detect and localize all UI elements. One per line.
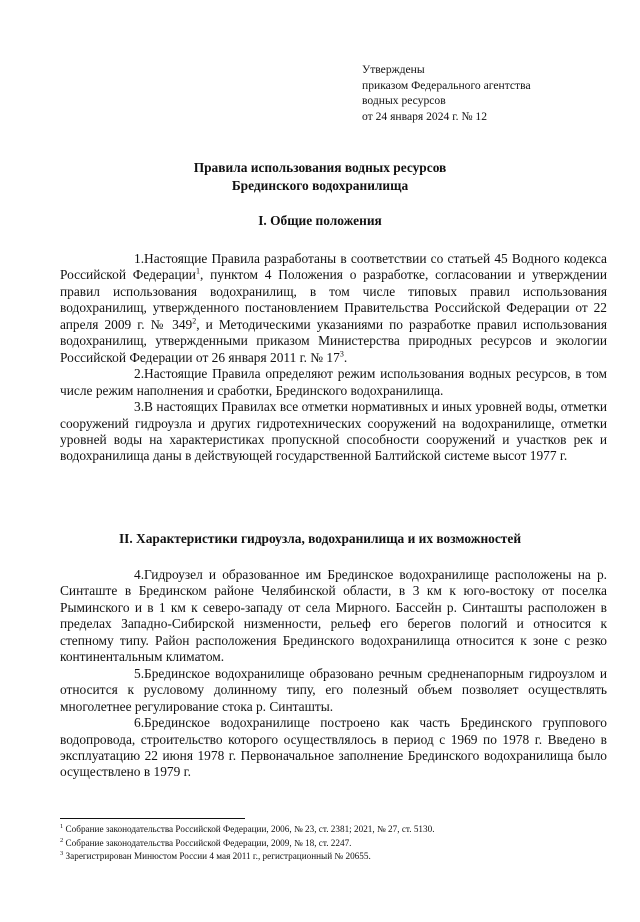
footnote-text: Зарегистрирован Минюстом России 4 мая 2011 г., регистрационный № 20655.: [63, 851, 371, 862]
section-2-body: [60, 567, 607, 781]
footnote-mark: 2: [60, 836, 64, 844]
paragraph-4: [60, 567, 607, 666]
paragraph-text: , пунктом 4 Положения о разработке, согласовании и утверждении правил использования водохранилищ, в том числе типовых правил использования водохранилищ, утвержденного постановлением Правительства Российской Федерации от 22 апреля 2009 г. № 349: [60, 267, 607, 332]
footnote-text: Собрание законодательства Российской Федерации, 2006, № 23, ст. 2381; 2021, № 27, ст. 5130.: [63, 824, 435, 834]
footnote-mark: 1: [60, 822, 64, 830]
paragraph-number: 3.: [134, 399, 145, 415]
paragraph-text: Настоящие Правила определяют режим использования водных ресурсов, в том числе режим наполнения и сработки, Брединского водохранилища.: [60, 366, 607, 398]
document-title-line: Брединского водохранилища: [231, 178, 409, 193]
paragraph-2: [60, 366, 607, 399]
footnote-text: Собрание законодательства Российской Федерации, 2009, № 18, ст. 2247.: [63, 837, 352, 848]
paragraph-number: 6.: [134, 715, 145, 731]
section-2-heading: II. Характеристики гидроузла, водохранилища и их возможностей: [118, 531, 522, 546]
approval-line: Утверждены: [362, 63, 425, 76]
paragraph-number: 5.: [134, 665, 145, 681]
section-1-body: [60, 251, 607, 465]
approval-line: от 24 января 2024 г. № 12: [362, 109, 488, 123]
footnote-ref[interactable]: 3: [339, 349, 344, 359]
paragraph-text: Брединское водохранилище построено как часть Брединского группового водопровода, строительство которого осуществлялось в период с 1969 по 1978 г. Введено в эксплуатацию 22 июня 1978 г. Первоначальное заполнение Брединского водохранилища было осуществлено в 1979 г.: [60, 715, 607, 780]
section-1-heading: I. Общие положения: [258, 213, 382, 228]
paragraph-text: В настоящих Правилах все отметки нормативных и иных уровней воды, отметки сооружений гидроузла и других гидротехнических сооружений на водохранилище, отметки уровней воды на характеристиках пропускной способности сооружений и участков рек и водохранилища даны в действующей государственной Балтийской системе высот 1977 г.: [60, 399, 607, 464]
paragraph-text: Гидроузел и образованное им Брединское водохранилище расположены на р. Синташте в Брединском районе Челябинской области, в 3 км к юго-востоку от поселка Рыминского и в 1 км к северо-западу от села Мирного. Бассейн р. Синташты расположен в пределах Западно-Сибирской низменности, рельеф его берегов пологий и относится к степному типу. Район расположения Брединского водохранилища относится к зоне с резко континентальным климатом.: [60, 567, 607, 665]
paragraph-number: 2.: [134, 366, 145, 382]
paragraph-text: Настоящие Правила разработаны в соответствии со статьей 45 Водного кодекса Российской Федерации: [60, 251, 607, 283]
approval-line: приказом Федерального агентства: [362, 78, 531, 92]
approval-stamp: [362, 62, 531, 124]
document-title-line: Правила использования водных ресурсов: [193, 160, 447, 175]
paragraph-text: .: [343, 349, 348, 365]
footnote-ref[interactable]: 1: [195, 266, 200, 276]
approval-line: водных ресурсов: [362, 94, 446, 108]
footnote-divider: [60, 818, 245, 819]
footnote-ref[interactable]: 2: [192, 316, 197, 326]
paragraph-6: [60, 715, 607, 781]
footnote: [60, 837, 607, 851]
paragraph-1: [60, 251, 607, 366]
paragraph-number: 4.: [134, 567, 145, 582]
footnote-mark: 3: [60, 850, 64, 858]
paragraph-text: Брединское водохранилище образовано речным средненапорным гидроузлом и относится к русловому долинному типу, его полезный объем позволяет осуществлять многолетнее регулирование стока р. Синташты.: [60, 665, 607, 714]
document-title: [0, 159, 640, 195]
paragraph-5: [60, 666, 607, 715]
footnote: [60, 850, 607, 864]
footnote: [60, 823, 607, 837]
paragraph-number: 1.: [134, 251, 145, 266]
paragraph-text: , и Методическими указаниями по разработке правил использования водохранилищ, утвержденными приказом Министерства природных ресурсов и экологии Российской Федерации от 26 января 2011 г. № 17: [60, 316, 607, 365]
footnotes: [60, 823, 607, 864]
paragraph-3: [60, 399, 607, 465]
